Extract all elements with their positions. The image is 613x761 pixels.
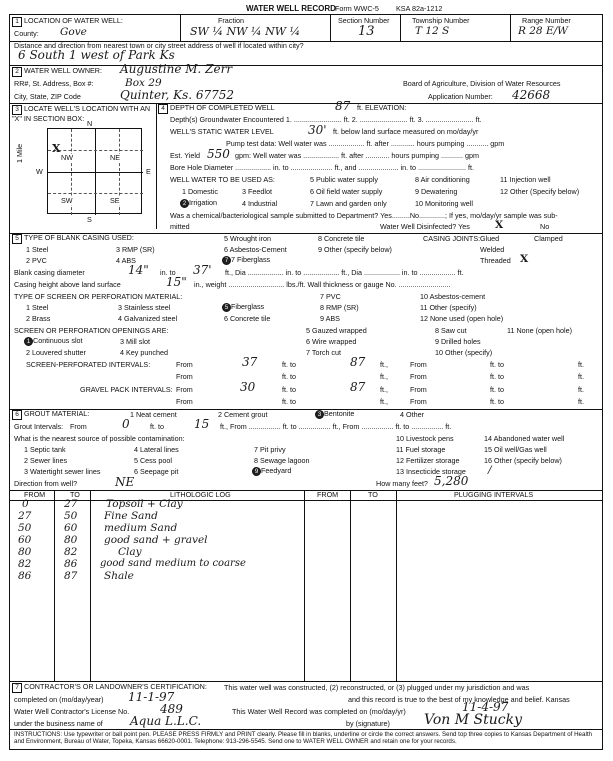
certification-label: 7 CONTRACTOR'S OR LANDOWNER'S CERTIFICATION: [12, 683, 207, 693]
log-row-7-from[interactable]: 86 [18, 570, 32, 582]
opening-sawcut[interactable]: 8 Saw cut [435, 326, 467, 335]
openings-label: SCREEN OR PERFORATION OPENINGS ARE: [14, 326, 169, 335]
perf-from-label: From [176, 360, 193, 369]
form-title: WATER WELL RECORD [246, 4, 336, 13]
log-row-7-to[interactable]: 87 [64, 570, 78, 582]
perf-row2-ft2: ft. [578, 372, 584, 381]
contam-livestock[interactable]: 10 Livestock pens [396, 434, 454, 443]
use-dewatering[interactable]: 9 Dewatering [415, 187, 458, 196]
north-label: N [87, 119, 93, 128]
ksa-reference: KSA 82a-1212 [396, 4, 443, 13]
contam-oilwell[interactable]: 15 Oil well/Gas well [484, 445, 547, 454]
log-row-1-to[interactable]: 27 [64, 498, 78, 510]
log-row-3-from[interactable]: 50 [18, 522, 32, 534]
diameter-to: in. to [160, 268, 176, 277]
perf-row2-ft: ft., [380, 372, 388, 381]
opening-torch[interactable]: 7 Torch cut [306, 348, 342, 357]
perf-to-label: ft. to [282, 360, 296, 369]
instructions: INSTRUCTIONS: Use typewriter or ball point pen. PLEASE PRESS FIRMLY and PRINT clearly. Please fill in blanks, underline or circle the correct answers. Send top three copies to Kansas Department of Health and Environment, Bureau of Water, Topeka, Kansas 66620-0001. Telephone: 913-296-5545. Send one to WATER WELL OWNER and retain one for your records. [14, 731, 592, 746]
perf-from2: From [410, 360, 427, 369]
section2-owner-label: 2 WATER WELL OWNER: [12, 67, 102, 77]
how-many-feet-label: How many feet? [376, 479, 428, 488]
gravel-row2-ft: ft., [380, 397, 388, 406]
city-label: City, State, ZIP Code [14, 92, 81, 101]
casing-concrete[interactable]: 8 Concrete tile [318, 234, 365, 243]
casing-rmp[interactable]: 3 RMP (SR) [116, 245, 155, 254]
use-injection[interactable]: 11 Injection well [500, 175, 551, 184]
grout-neat[interactable]: 1 Neat cement [130, 410, 177, 419]
section1-label: 1 LOCATION OF WATER WELL: [12, 17, 123, 27]
casing-pvc[interactable]: 2 PVC [26, 256, 47, 265]
log-row-6-to[interactable]: 86 [64, 558, 78, 570]
location-x-mark: X [52, 142, 61, 155]
gravel-to-value[interactable]: 87 [350, 380, 366, 394]
gravel-row2-from2: From [410, 397, 427, 406]
static-value[interactable]: 30' [308, 123, 327, 137]
contamination-label: What is the nearest source of possible contamination: [14, 434, 185, 443]
screen-material-label: TYPE OF SCREEN OR PERFORATION MATERIAL: [14, 292, 183, 301]
address-value[interactable]: Box 29 [125, 77, 162, 89]
range-label: Range Number [522, 16, 571, 25]
grout-intervals-label: Grout Intervals: [14, 422, 64, 431]
record-label: This Water Well Record was completed on (mo/day/yr) [232, 707, 406, 716]
contam-sewer[interactable]: 2 Sewer lines [24, 456, 68, 465]
contam-cess[interactable]: 5 Cess pool [134, 456, 172, 465]
gravel-row2-from: From [176, 397, 193, 406]
log-row-1-from[interactable]: 0 [22, 498, 29, 510]
log-row-6-log[interactable]: good sand medium to coarse [100, 558, 246, 569]
diameter-to-value[interactable]: 37' [193, 263, 212, 277]
depth-unit: ft. ELEVATION: [357, 103, 407, 112]
joint-glued[interactable]: Glued [480, 234, 500, 243]
section3-label: 3 LOCATE WELL'S LOCATION WITH AN "X" IN SECTION BOX: [12, 104, 151, 123]
log-row-3-log[interactable]: medium Sand [104, 522, 178, 534]
screen-galvanized[interactable]: 4 Galvanized steel [118, 314, 178, 323]
opening-gauzed[interactable]: 5 Gauzed wrapped [306, 326, 367, 335]
joints-label: CASING JOINTS: [423, 234, 481, 243]
perf-row2-from2: From [410, 372, 427, 381]
use-oilfield[interactable]: 6 Oil field water supply [310, 187, 383, 196]
groundwater-line: Depth(s) Groundwater Encountered 1. ........................ ft. 2. ........................ ft. 3. ........................ ft. [170, 115, 482, 124]
joint-clamped[interactable]: Clamped [534, 234, 563, 243]
grout-rest: ft., From ................ ft. to ................ ft., From ................ ft. to ................ ft. [220, 422, 452, 431]
static-rest: ft. below land surface measured on mo/day/yr [333, 127, 479, 136]
perf-row2-to: ft. to [282, 372, 296, 381]
city-value[interactable]: Quinter, Ks. 67752 [120, 88, 235, 102]
opening-continuous[interactable]: 1 Continuous slot [24, 337, 83, 346]
quadrant-nw: NW [61, 153, 73, 162]
depth-value[interactable]: 87 [335, 99, 351, 113]
grout-from-label: From [70, 422, 87, 431]
contam-other[interactable]: 16 Other (specify below) [484, 456, 562, 465]
direction-value[interactable]: NE [115, 475, 135, 489]
casing-other[interactable]: 9 Other (specify below) [318, 245, 392, 254]
yield-value[interactable]: 550 [207, 147, 230, 161]
log-row-5-from[interactable]: 80 [18, 546, 32, 558]
gravel-from2: From [410, 385, 427, 394]
east-label: E [146, 167, 151, 176]
county-value[interactable]: Gove [60, 26, 87, 38]
grout-to-value[interactable]: 15 [194, 417, 210, 431]
disinfected-label: Water Well Disinfected? Yes [380, 222, 470, 231]
opening-none[interactable]: 11 None (open hole) [507, 326, 572, 335]
log-row-7-log[interactable]: Shale [104, 570, 134, 582]
use-industrial[interactable]: 4 Industrial [242, 199, 278, 208]
diameter-label: Blank casing diameter [14, 268, 85, 277]
yield-label: Est. Yield [170, 151, 200, 160]
perf-label: SCREEN-PERFORATED INTERVALS: [26, 360, 151, 369]
form-body [9, 14, 603, 750]
use-label: WELL WATER TO BE USED AS: [170, 175, 275, 184]
casing-fiberglass[interactable]: 7 7 Fiberglass [222, 256, 270, 265]
screen-abs[interactable]: 9 ABS [320, 314, 340, 323]
joint-threaded[interactable]: Threaded [480, 256, 511, 265]
gravel-from-value[interactable]: 30 [240, 380, 256, 394]
log-col-from2: FROM [317, 490, 339, 499]
gravel-label: GRAVEL PACK INTERVALS: [80, 385, 173, 394]
screen-pvc[interactable]: 7 PVC [320, 292, 341, 301]
contam-pit[interactable]: 7 Pit privy [254, 445, 286, 454]
threaded-x-mark: X [520, 253, 529, 265]
gravel-row2-ft2: ft. [578, 397, 584, 406]
township-label: Township Number [412, 16, 470, 25]
opening-key[interactable]: 4 Key punched [120, 348, 168, 357]
contam-insecticide[interactable]: 13 Insecticide storage [396, 467, 466, 476]
certification-text: This water well was constructed, (2) reconstructed, or (3) plugged under my jurisdiction and was [224, 683, 530, 692]
license-label: Water Well Contractor's License No. [14, 707, 130, 716]
opening-louvered[interactable]: 2 Louvered shutter [26, 348, 86, 357]
contam-lagoon[interactable]: 8 Sewage lagoon [254, 456, 310, 465]
opening-drilled[interactable]: 9 Drilled holes [435, 337, 481, 346]
completed-value[interactable]: 11-1-97 [128, 690, 175, 704]
grout-from-value[interactable]: 0 [122, 417, 130, 431]
diameter-rest: ft., Dia .................. in. to .................. ft., Dia .................. in. to .................. ft. [225, 268, 464, 277]
section-number-label: Section Number [338, 16, 390, 25]
address-label: RR#, St. Address, Box #: [14, 79, 94, 88]
screen-fiberglass[interactable]: 5 Fiberglass [222, 303, 264, 312]
log-row-3-to[interactable]: 60 [64, 522, 78, 534]
signature-label: by (signature) [346, 719, 390, 728]
completed-label: completed on (mo/day/year) [14, 695, 104, 704]
business-label: under the business name of [14, 719, 103, 728]
record-value[interactable]: 11-4-97 [462, 700, 509, 714]
log-row-2-from[interactable]: 27 [18, 510, 32, 522]
yield-rest: gpm: Well water was .................. ft. after ............ hours pumping ........... gpm [235, 151, 479, 160]
screen-stainless[interactable]: 3 Stainless steel [118, 303, 171, 312]
log-col-to: TO [70, 490, 80, 499]
mile-label: 1 Mile [15, 143, 24, 163]
log-row-5-to[interactable]: 82 [64, 546, 78, 558]
log-row-4-to[interactable]: 80 [64, 534, 78, 546]
completed-rest: and this record is true to the best of my knowledge and belief. Kansas [348, 695, 570, 704]
screen-none[interactable]: 12 None used (open hole) [420, 314, 504, 323]
height-rest: in., weight ............................ lbs./ft. Wall thickness or gauge No. .......................... [194, 280, 451, 289]
gravel-row2-to2: ft. to [490, 397, 504, 406]
use-feedlot[interactable]: 3 Feedlot [242, 187, 272, 196]
perf-row2-from: From [176, 372, 193, 381]
signature[interactable]: Von M Stucky [424, 712, 522, 728]
owner-value[interactable]: Augustine M. Zerr [120, 62, 233, 76]
log-row-6-from[interactable]: 82 [18, 558, 32, 570]
static-label: WELL'S STATIC WATER LEVEL [170, 127, 274, 136]
township-value[interactable]: T 12 S [415, 25, 450, 37]
grout-other[interactable]: 4 Other [400, 410, 424, 419]
screen-rmp[interactable]: 8 RMP (SR) [320, 303, 359, 312]
opening-mill[interactable]: 3 Mill slot [120, 337, 150, 346]
gravel-to-label: ft. to [282, 385, 296, 394]
use-monitoring[interactable]: 10 Monitoring well [415, 199, 473, 208]
joint-welded[interactable]: Welded [480, 245, 505, 254]
log-row-2-log[interactable]: Fine Sand [104, 510, 158, 522]
application-value[interactable]: 42668 [512, 88, 551, 102]
section-box[interactable] [47, 128, 142, 214]
grout-label: 6 GROUT MATERIAL: [12, 410, 89, 420]
height-value[interactable]: 15" [166, 275, 187, 289]
contam-fuel[interactable]: 11 Fuel storage [396, 445, 446, 454]
log-col-to2: TO [368, 490, 378, 499]
grout-to-label: ft. to [150, 422, 164, 431]
fraction-label: Fraction [218, 16, 244, 25]
use-public[interactable]: 5 Public water supply [310, 175, 378, 184]
casing-wrought[interactable]: 5 Wrought iron [224, 234, 272, 243]
mitted-label: mitted [170, 222, 190, 231]
perf-to2: ft. to [490, 360, 504, 369]
gravel-row2-to: ft. to [282, 397, 296, 406]
perf-to-value[interactable]: 87 [350, 355, 366, 369]
height-label: Casing height above land surface [14, 280, 121, 289]
bore-hole: Bore Hole Diameter .................. in. to ..................... ft., and .................... in. to ........................ ft. [170, 163, 474, 172]
casing-label: 5 TYPE OF BLANK CASING USED: [12, 234, 134, 244]
pump-test: Pump test data: Well water was .................. ft. after ............ hours pumping ........... gpm [226, 139, 505, 148]
disinfected-yes-mark[interactable]: X [495, 219, 504, 231]
casing-asbestos[interactable]: 6 Asbestos-Cement [224, 245, 287, 254]
disinfected-no[interactable]: No [540, 222, 550, 231]
contam-lateral[interactable]: 4 Lateral lines [134, 445, 179, 454]
screen-asbestos[interactable]: 10 Asbestos-cement [420, 292, 486, 301]
log-col-lithologic: LITHOLOGIC LOG [170, 490, 231, 499]
depth-label: 4 DEPTH OF COMPLETED WELL [158, 104, 275, 114]
range-value[interactable]: R 28 E/W [518, 25, 568, 37]
license-value[interactable]: 489 [160, 702, 183, 716]
perf-ft2: ft. [578, 360, 584, 369]
contam-seepage[interactable]: 6 Seepage pit [134, 467, 179, 476]
section-number-value[interactable]: 13 [358, 24, 375, 39]
use-lawn[interactable]: 7 Lawn and garden only [310, 199, 387, 208]
grout-bentonite[interactable]: 3 Bentonite [315, 410, 354, 419]
county-label: County: [14, 29, 39, 38]
screen-steel[interactable]: 1 Steel [26, 303, 49, 312]
contam-other-mark: / [488, 464, 492, 476]
grout-cement[interactable]: 2 Cement grout [218, 410, 268, 419]
how-many-feet-value[interactable]: 5,280 [434, 474, 469, 488]
log-row-5-log[interactable]: Clay [118, 546, 142, 558]
contam-feedyard[interactable]: 9 Feedyard [252, 467, 291, 476]
gravel-to2: ft. to [490, 385, 504, 394]
quadrant-se: SE [110, 196, 120, 205]
gravel-ft: ft., [380, 385, 388, 394]
use-domestic[interactable]: 1 Domestic [182, 187, 218, 196]
distance-label: Distance and direction from nearest town or city street address of well if located within city? [14, 41, 304, 50]
quadrant-sw: SW [61, 196, 73, 205]
perf-ft: ft., [380, 360, 388, 369]
screen-brass[interactable]: 2 Brass [26, 314, 51, 323]
direction-label: Direction from well? [14, 479, 78, 488]
use-irrigation[interactable]: 2 Irrigation [180, 199, 217, 208]
distance-value[interactable]: 6 South 1 west of Park Ks [18, 48, 175, 62]
form-number: Form WWC-5 [335, 4, 379, 13]
perf-from-value[interactable]: 37 [242, 355, 258, 369]
gravel-ft2: ft. [578, 385, 584, 394]
perf-row2-to2: ft. to [490, 372, 504, 381]
use-other[interactable]: 12 Other (Specify below) [500, 187, 580, 196]
casing-steel[interactable]: 1 Steel [26, 245, 49, 254]
log-col-plugging: PLUGGING INTERVALS [454, 490, 534, 499]
opening-other[interactable]: 10 Other (specify) [435, 348, 493, 357]
contam-septic[interactable]: 1 Septic tank [24, 445, 66, 454]
log-row-1-log[interactable]: Topsoil + Clay [106, 498, 183, 510]
contam-abandoned[interactable]: 14 Abandoned water well [484, 434, 565, 443]
south-label: S [87, 215, 92, 224]
log-col-from: FROM [24, 490, 46, 499]
opening-wire[interactable]: 6 Wire wrapped [306, 337, 357, 346]
gravel-from-label: From [176, 385, 193, 394]
log-row-2-to[interactable]: 50 [64, 510, 78, 522]
sample-line: Was a chemical/bacteriological sample submitted to Department? Yes.........No.............; If yes, mo/day/yr sample was sub- [170, 211, 558, 220]
quadrant-ne: NE [110, 153, 120, 162]
log-row-4-log[interactable]: good sand + gravel [104, 534, 208, 546]
screen-other[interactable]: 11 Other (specify) [420, 303, 477, 312]
business-value[interactable]: Aqua L.L.C. [130, 714, 202, 728]
casing-abs[interactable]: 4 ABS [116, 256, 136, 265]
board-label: Board of Agriculture, Division of Water Resources [403, 79, 561, 88]
use-air[interactable]: 8 Air conditioning [415, 175, 470, 184]
contam-watertight[interactable]: 3 Watertight sewer lines [24, 467, 101, 476]
fraction-value[interactable]: SW ¼ NW ¼ NW ¼ [190, 25, 301, 38]
log-row-4-from[interactable]: 60 [18, 534, 32, 546]
application-label: Application Number: [428, 92, 493, 101]
contam-fertilizer[interactable]: 12 Fertilizer storage [396, 456, 460, 465]
diameter-value[interactable]: 14" [128, 263, 149, 277]
screen-concrete[interactable]: 6 Concrete tile [224, 314, 271, 323]
west-label: W [36, 167, 43, 176]
